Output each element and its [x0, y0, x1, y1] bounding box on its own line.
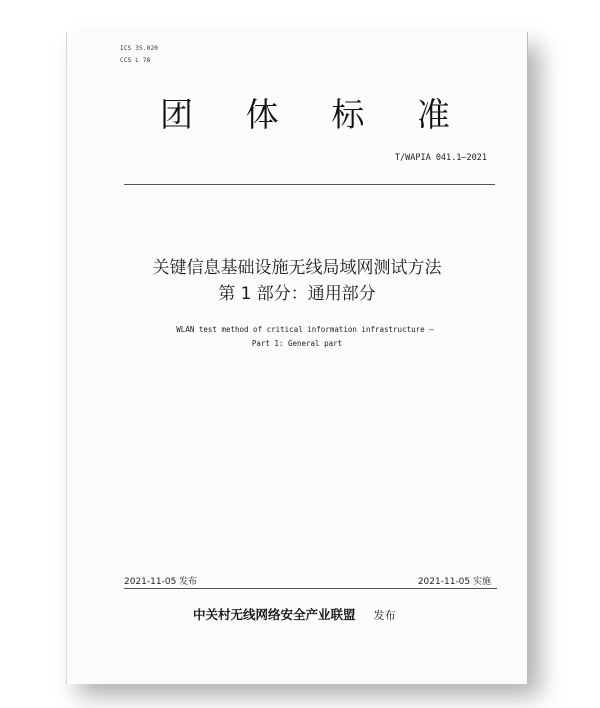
issuer-row [193, 605, 396, 623]
issuer-name: 中关村无线网络安全产业联盟 [193, 607, 356, 622]
document-title-en-line2: Part 1: General part [251, 339, 343, 348]
document-page [66, 32, 528, 684]
standard-type-title [160, 95, 450, 134]
publish-date: 2021-11-05 发布 [124, 577, 198, 587]
title-char: 团 [160, 95, 193, 134]
document-title-cn-line1: 关键信息基础设施无线局域网测试方法 [152, 258, 442, 278]
header-divider [124, 184, 495, 185]
effective-date: 2021-11-05 实施 [417, 577, 491, 587]
ccs-code: CCS L 78 [120, 57, 151, 64]
document-title-en-line1: WLAN test method of critical information infrastructure — [176, 325, 434, 334]
title-char: 准 [416, 95, 450, 134]
footer-divider [124, 588, 497, 589]
title-char: 标 [331, 95, 365, 134]
document-title-cn-line2: 第 1 部分：通用部分 [218, 284, 376, 304]
ics-code: ICS 35.020 [120, 45, 159, 52]
title-char: 体 [245, 95, 279, 134]
standard-number: T/WAPIA 041.1—2021 [394, 153, 487, 163]
issuer-action: 发布 [373, 609, 396, 622]
